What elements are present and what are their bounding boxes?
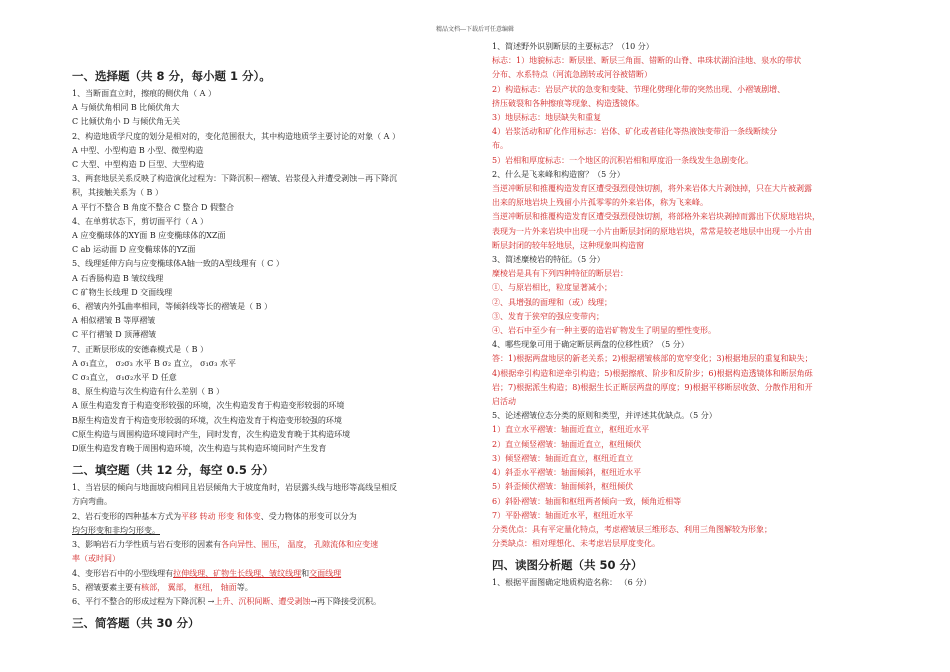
fill-2-prompt: 2、岩石变形的四种基本方式为 bbox=[72, 511, 182, 521]
question-7-options-cd: C σ₃直立， σ₁σ₂水平 D 任意 bbox=[72, 373, 177, 383]
question-1-options-cd: C 比倾伏角小 D 与倾伏角无关 bbox=[72, 117, 181, 127]
answer-2-question: 2、什么是飞来峰和构造窗？（5 分） bbox=[492, 169, 625, 179]
answer-1-line-5: 5）岩相和厚度标志：一个地区的沉积岩相和厚度沿一条线发生急剧变化。 bbox=[492, 155, 754, 165]
answer-5-item: 7）平卧褶皱：轴面近水平，枢纽近水平 bbox=[492, 510, 634, 520]
answer-4-line-2: 4)根据牵引构造和逆牵引构造；5)根据擦痕、阶步和反阶步；6)根据构造透镜体和断层角砾 bbox=[492, 368, 813, 378]
fill-6 bbox=[72, 595, 472, 609]
question-4-options-ab: A 应变椭球体的XY面 B 应变椭球体的XZ面 bbox=[72, 231, 226, 241]
fill-5-end: 等。 bbox=[236, 582, 253, 592]
question-6-options-cd: C 平行褶皱 D 顶薄褶皱 bbox=[72, 330, 157, 340]
answer-5-item: 2）直立倾竖褶皱：轴面近直立，枢纽倾伏 bbox=[492, 439, 642, 449]
answer-1-line-4b: 布。 bbox=[492, 141, 508, 151]
question-1-options-ab: A 与倾伏角相同 B 比倾伏角大 bbox=[72, 103, 180, 113]
fill-5-answer: 核部， 翼部， 枢纽， 轴面 bbox=[141, 582, 237, 592]
question-5-options-ab: A 石香肠构造 B 皱纹线理 bbox=[72, 273, 164, 283]
answer-1-line-2b: 挤压破裂和各种擦痕等现象、构造透镜体。 bbox=[492, 98, 644, 108]
answer-5-question: 5、论述褶皱位态分类的原则和类型，并评述其优缺点。（5 分） bbox=[492, 411, 717, 421]
answer-1-question: 1、简述野外识别断层的主要标志？（10 分） bbox=[492, 42, 654, 51]
question-8-option-a: A 原生构造发育于构造变形较强的环境，次生构造发育于构造变形较弱的环境 bbox=[72, 401, 345, 411]
answer-3-intro: 糜棱岩是具有下列四种特征的断层岩： bbox=[492, 269, 628, 279]
question-6: 6、褶皱内外弧曲率相同，等倾斜线等长的褶皱是（ B ） bbox=[72, 302, 273, 312]
answer-4-line-1: 答：1)根据两盘地层的新老关系；2)根据褶皱核部的宽窄变化；3)根据地层的重复和缺失； bbox=[492, 354, 813, 364]
answer-1-line-1b: 分布、水系特点（河流急剧转或河谷被错断） bbox=[492, 70, 652, 80]
answer-2-line-2b: 表现为一片外来岩块中出现一小片由断层封闭的原地岩块，常常是较老地层中出现一小片由 bbox=[492, 226, 812, 236]
answer-1-line-1: 标志：1）地貌标志：断层崖、断层三角面、错断的山脊、串珠状湖泊洼地、泉水的带状 bbox=[492, 56, 802, 66]
question-4-options-cd: C ab 运动面 D 应变椭球体的YZ面 bbox=[72, 245, 196, 255]
answer-5-item: 3）倾竖褶皱：轴面近直立，枢纽近直立 bbox=[492, 453, 634, 463]
fill-2-prompt-2: 、受力物体的形变可以分为 bbox=[260, 511, 357, 521]
fill-4-prompt: 4、变形岩石中的小型线理有 bbox=[72, 568, 174, 578]
answer-2-line-2: 当逆冲断层和推覆构造发育区遭受强烈侵蚀切割，将部格外来岩块剥掉而露出下伏原地岩块， bbox=[492, 212, 820, 222]
fill-2 bbox=[72, 510, 472, 524]
fill-4-answer-2: 交面线理 bbox=[309, 568, 342, 578]
question-2: 2、构造地质学尺度的划分是相对的，变化范围很大，其中构造地质学主要讨论的对象（ A ） bbox=[72, 131, 400, 141]
section-title-choice: 一、选择题（共 8 分，每小题 1 分）。 bbox=[72, 69, 271, 83]
answer-3-item-4: ④、岩石中至少有一种主要的造岩矿物发生了明显的塑性变形。 bbox=[492, 326, 716, 336]
question-5-options-cd: C 矿物生长线理 D 交面线理 bbox=[72, 287, 173, 297]
question-8: 8、原生构造与次生构造有什么差别（ B ） bbox=[72, 387, 225, 397]
answer-1-line-3: 3）地层标志：地层缺失和重复 bbox=[492, 113, 602, 123]
fill-5 bbox=[72, 581, 472, 595]
question-3: 3、两套地层关系反映了构造演化过程为：下降沉积－褶皱、岩浆侵入并遭受剥蚀－再下降沉 bbox=[72, 174, 398, 184]
fill-6-answer: 上升、沉积间断、遭受剥蚀 bbox=[214, 596, 311, 606]
answer-3-item-3: ③、发育于狭窄的强应变带内； bbox=[492, 311, 604, 321]
right-column bbox=[492, 40, 892, 591]
question-2-options-cd: C 大型、中型构造 D 巨型、大型构造 bbox=[72, 160, 205, 170]
fill-3-answer: 各向异性、围压， 温度， 孔隙流体和应变速 bbox=[221, 540, 379, 550]
answer-3-item-1: ①、与原岩相比，粒度显著减小； bbox=[492, 283, 612, 293]
fill-4-and: 和 bbox=[301, 568, 310, 578]
answer-2-line-2c: 断层封闭的较年轻地层，这种现象叫构造窗 bbox=[492, 240, 644, 250]
answer-4-question: 4、哪些现象可用于确定断层两盘的位移性质？（5 分） bbox=[492, 340, 689, 350]
answer-5-cons: 分类缺点：相对理想化、未考虑岩层厚度变化。 bbox=[492, 539, 660, 549]
question-8-option-b: B原生构造发育于构造变形较弱的环境，次生构造发育于构造变形较强的环境 bbox=[72, 415, 342, 425]
figure-question-1: 1、根据平面图确定地质构造名称： （6 分） bbox=[492, 578, 652, 588]
question-8-option-d: D原生构造发育晚于周围构造环境，次生构造与其构造环境同时产生发育 bbox=[72, 444, 327, 454]
left-column bbox=[72, 62, 472, 634]
section-title-fill: 二、填空题（共 12 分，每空 0.5 分） bbox=[72, 463, 274, 478]
fill-6-end: →再下降接受沉积。 bbox=[310, 596, 382, 606]
answer-2-line-1: 当逆冲断层和推覆构造发育区遭受强烈侵蚀切割，将外来岩体大片剥蚀掉，只在大片被剥露 bbox=[492, 184, 812, 194]
answer-1-line-4: 4）岩浆活动和矿化作用标志：岩体、矿化或者硅化等热液蚀变带沿一条线断续分 bbox=[492, 127, 778, 137]
section-title-figure-analysis: 四、读图分析题（共 50 分） bbox=[492, 558, 643, 573]
fill-1-cont: 方向弯曲。 bbox=[72, 497, 112, 507]
fill-3 bbox=[72, 538, 472, 552]
answer-3-question: 3、简述糜棱岩的特征。（5 分） bbox=[492, 255, 605, 265]
fill-2-answer: 平移 转动 形变 和体变 bbox=[181, 511, 261, 521]
answer-5-item: 6）斜卧褶皱：轴面和枢纽两者倾向一致，倾角近相等 bbox=[492, 496, 682, 506]
question-7-options-ab: A σ₁直立， σ₂σ₃ 水平 B σ₂ 直立， σ₁σ₃ 水平 bbox=[72, 358, 237, 368]
answer-5-item: 5）斜歪倾伏褶皱：轴面倾斜，枢纽倾伏 bbox=[492, 482, 634, 492]
page-header: 精品文档---下载后可任意编辑 bbox=[435, 26, 515, 33]
fill-4-answer: 拉伸线理、矿物生长线理、皱纹线理 bbox=[173, 568, 302, 578]
question-3-cont: 积，其接触关系为（ B ） bbox=[72, 188, 163, 198]
fill-1: 1、当岩层的倾向与地面坡向相同且岩层倾角大于坡度角时，岩层露头线与地形等高线呈相反 bbox=[72, 483, 398, 493]
answer-2-line-1b: 出来的原地岩块上残留小片孤零零的外来岩体，称为飞来峰。 bbox=[492, 198, 708, 208]
fill-3-answer-cont: 率（或时间） bbox=[72, 554, 120, 564]
fill-5-prompt: 5、褶皱要素主要有 bbox=[72, 582, 142, 592]
fill-6-prompt: 6、平行不整合的形成过程为下降沉积 → bbox=[72, 596, 215, 606]
fill-2-answer-2: 均匀形变和非均匀形变。 bbox=[72, 525, 160, 535]
fill-4 bbox=[72, 567, 472, 581]
fill-3-prompt: 3、影响岩石力学性质与岩石变形的因素有 bbox=[72, 540, 222, 550]
question-5: 5、线理延伸方向与应变椭球体A轴一致的A型线理有（ C ） bbox=[72, 259, 284, 269]
question-3-options: A 平行不整合 B 角度不整合 C 整合 D 假整合 bbox=[72, 202, 234, 212]
answer-4-line-4: 启活动 bbox=[492, 397, 516, 407]
section-title-short-answer: 三、简答题（共 30 分） bbox=[72, 616, 200, 631]
question-6-options-ab: A 相似褶皱 B 等厚褶皱 bbox=[72, 316, 156, 326]
answer-1-line-2: 2）构造标志：岩层产状的急变和变陡、节理化劈理化带的突然出现、小褶皱剧增、 bbox=[492, 84, 786, 94]
answer-5-item: 1）直立水平褶皱：轴面近直立，枢纽近水平 bbox=[492, 425, 650, 435]
answer-5-item: 4）斜歪水平褶皱：轴面倾斜，枢纽近水平 bbox=[492, 468, 642, 478]
question-8-option-c: C原生构造与周围构造环境同时产生，同时发育，次生构造发育晚于其构造环境 bbox=[72, 429, 351, 439]
question-7: 7、正断层形成的安德森模式是（ B ） bbox=[72, 344, 209, 354]
answer-4-line-3: 岩；7)根据派生构造；8)根据生长正断层两盘的厚度；9)根据平移断层收敛、分散作用和开 bbox=[492, 382, 813, 392]
question-4: 4、在单剪状态下，剪切面平行（ A ） bbox=[72, 216, 208, 226]
answer-5-pros: 分类优点：具有平定量化特点，考虑褶皱层三维形态、利用三角图解较为形象； bbox=[492, 524, 772, 534]
question-1: 1、当断面直立时，擦痕的侧伏角（ A ） bbox=[72, 89, 216, 98]
question-2-options-ab: A 中型、小型构造 B 小型、微型构造 bbox=[72, 145, 204, 155]
answer-3-item-2: ②、具增强的面理和（或）线理； bbox=[492, 297, 612, 307]
